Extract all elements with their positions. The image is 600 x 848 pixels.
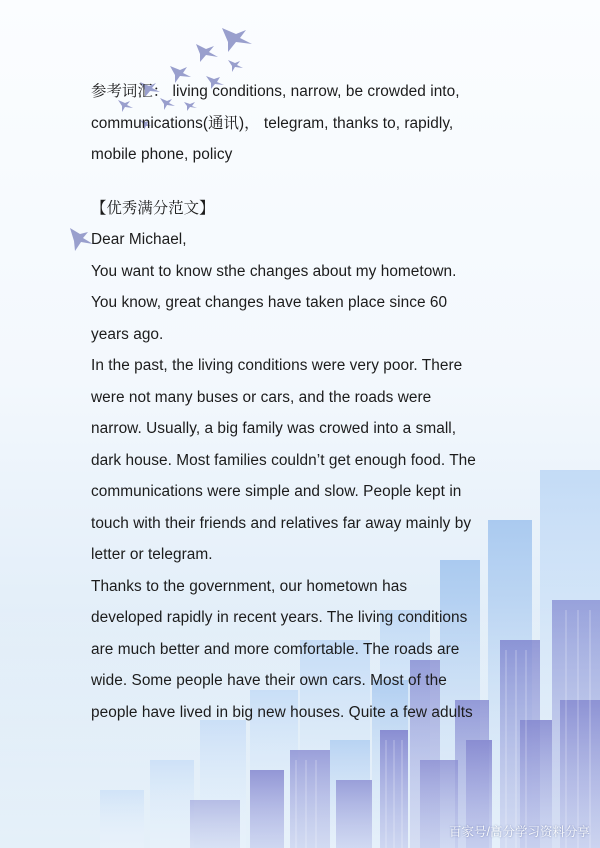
letter-line: touch with their friends and relatives far away mainly by — [91, 514, 472, 532]
letter-line: people have lived in big new houses. Quite a few adults — [91, 703, 473, 721]
letter-line: You know, great changes have taken place since 60 — [91, 294, 448, 311]
letter-line: narrow. Usually, a big family was crowed into a small, — [91, 420, 457, 437]
letter-line: You want to know sthe changes about my hometown. — [91, 262, 457, 280]
letter-line: Thanks to the government, our hometown has — [91, 577, 408, 595]
letter-line: wide. Some people have their own cars. Most of the — [91, 672, 447, 689]
letter-line: were not many buses or cars, and the roads were — [91, 388, 432, 406]
vocab-line: communications(通讯)， telegram, thanks to, rapidly, — [91, 114, 454, 132]
letter-line: communications were simple and slow. People kept in — [91, 483, 462, 500]
letter-line: Dear Michael, — [91, 231, 187, 248]
letter-line: years ago. — [91, 325, 164, 343]
letter-line: are much better and more comfortable. The roads are — [91, 640, 460, 658]
letter-line: In the past, the living conditions were very poor. There — [91, 357, 463, 374]
vocab-line: 参考词汇： living conditions, narrow, be crowded into, — [91, 83, 460, 100]
letter-line: developed rapidly in recent years. The living conditions — [91, 609, 468, 626]
watermark: 百家号/高分学习资料分享 — [449, 825, 590, 839]
letter-line: letter or telegram. — [91, 546, 213, 563]
section-title: 【优秀满分范文】 — [91, 199, 215, 217]
essay-text — [91, 76, 521, 728]
letter-line: dark house. Most families couldn’t get enough food. The — [91, 451, 476, 469]
vocab-line: mobile phone, policy — [91, 146, 233, 163]
